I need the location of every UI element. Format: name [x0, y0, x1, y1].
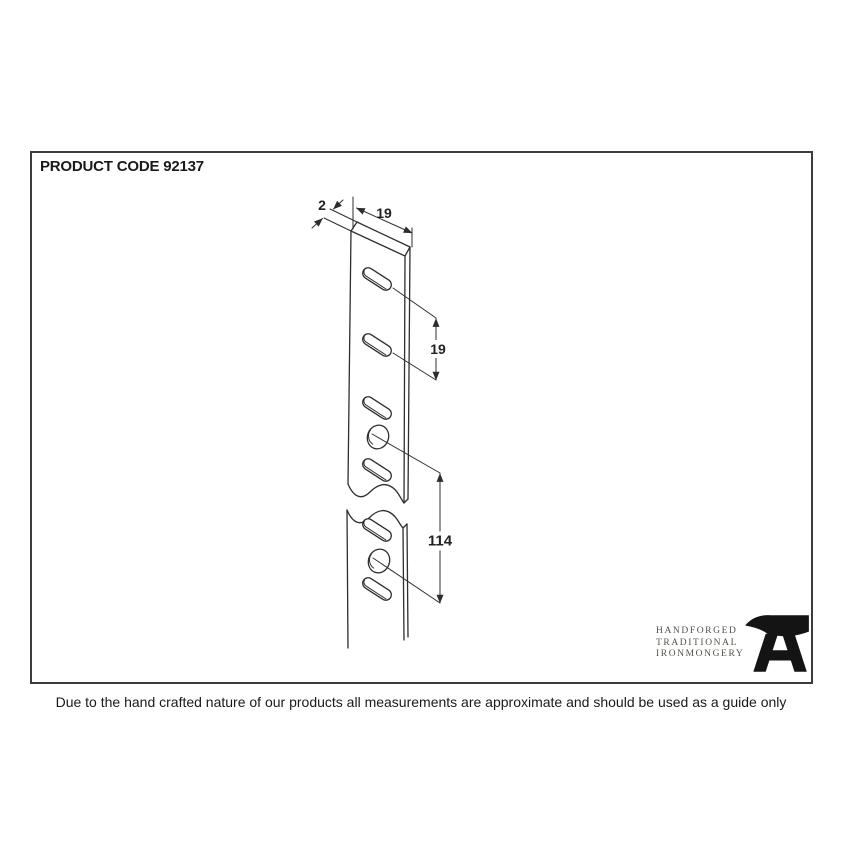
dim-hole-spacing [372, 434, 440, 603]
product-code-label: PRODUCT CODE 92137 [40, 158, 204, 175]
disclaimer-text: Due to the hand crafted nature of our products all measurements are approximate and should be used as a guide only [55, 694, 787, 710]
brand-wordmark [656, 626, 745, 661]
technical-drawing [290, 190, 465, 660]
dim-label-width: 19 [376, 205, 392, 221]
holes [364, 422, 393, 576]
dim-label-slot-pitch: 19 [427, 340, 449, 358]
dim-label-hole-spacing: 114 [425, 532, 455, 551]
brand-line-2: TRADITIONAL [656, 637, 738, 648]
brand-line-1: HANDFORGED [656, 626, 738, 636]
dim-label-thickness: 2 [318, 197, 326, 213]
brand-line-3: IRONMONGERY [656, 649, 745, 660]
anvil-icon [741, 610, 813, 676]
dim-slot-pitch [393, 288, 436, 380]
strip-upper-piece [348, 222, 410, 503]
